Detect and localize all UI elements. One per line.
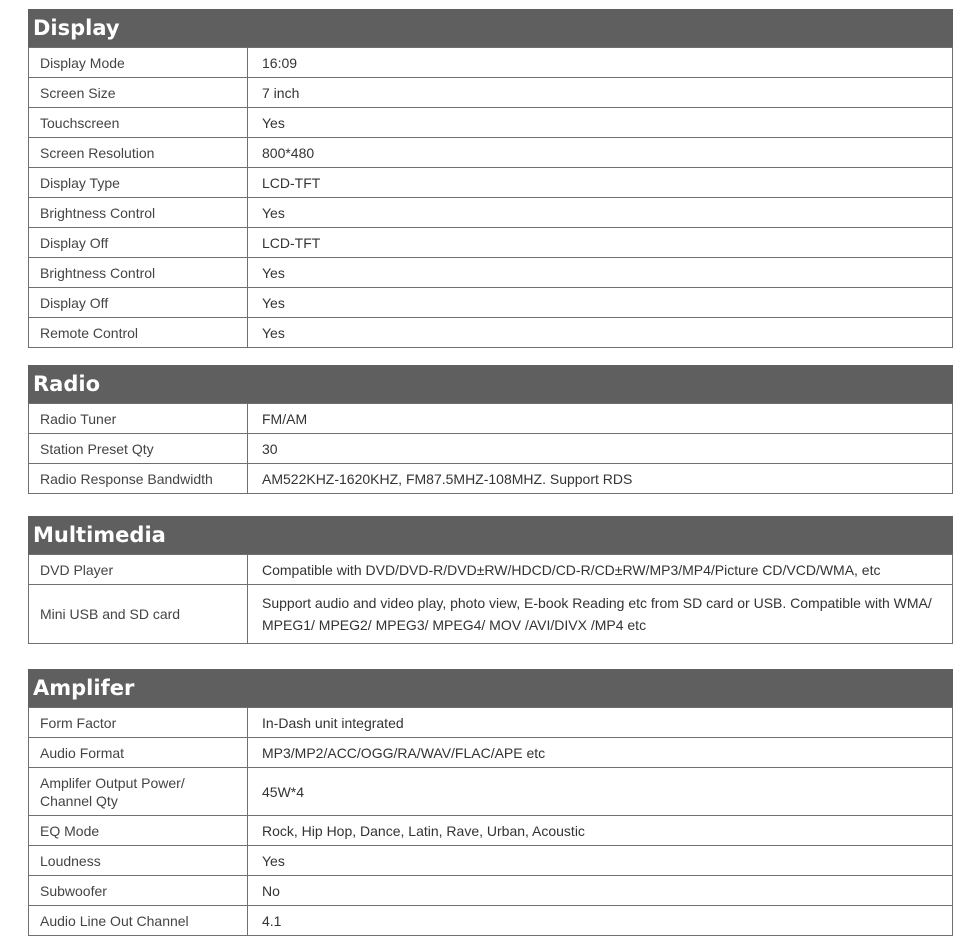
table-row (29, 464, 953, 494)
radio-section (28, 365, 953, 494)
spec-label: Display Mode (29, 48, 248, 78)
table-row (29, 228, 953, 258)
spec-label: Touchscreen (29, 108, 248, 138)
table-row (29, 198, 953, 228)
table-row (29, 846, 953, 876)
section-title: Multimedia (28, 516, 953, 554)
spec-label: EQ Mode (29, 816, 248, 846)
spec-value: Compatible with DVD/DVD-R/DVD±RW/HDCD/CD-R/CD±RW/MP3/MP4/Picture CD/VCD/WMA, etc (248, 555, 953, 585)
section-title: Radio (28, 365, 953, 403)
spec-value: In-Dash unit integrated (248, 708, 953, 738)
spec-value: Yes (248, 198, 953, 228)
spec-label: Radio Response Bandwidth (29, 464, 248, 494)
section-title: Amplifer (28, 669, 953, 707)
spec-label: Mini USB and SD card (29, 585, 248, 644)
spec-label: Form Factor (29, 708, 248, 738)
table-row (29, 585, 953, 644)
spec-value: AM522KHZ-1620KHZ, FM87.5MHZ-108MHZ. Support RDS (248, 464, 953, 494)
table-row (29, 738, 953, 768)
table-row (29, 168, 953, 198)
spec-value: Rock, Hip Hop, Dance, Latin, Rave, Urban, Acoustic (248, 816, 953, 846)
table-row (29, 876, 953, 906)
spec-label: Display Off (29, 228, 248, 258)
spec-label: DVD Player (29, 555, 248, 585)
spec-table (28, 403, 953, 494)
spec-value: 800*480 (248, 138, 953, 168)
table-row (29, 48, 953, 78)
spec-value: 7 inch (248, 78, 953, 108)
spec-table (28, 47, 953, 348)
table-row (29, 434, 953, 464)
spec-label: Amplifer Output Power/ Channel Qty (29, 768, 248, 816)
spec-value: Support audio and video play, photo view, E-book Reading etc from SD card or USB. Compatible with WMA/ MPEG1/ MPEG2/ MPEG3/ MPEG4/ MOV /AVI/DIVX /MP4 etc (248, 585, 953, 644)
table-row (29, 108, 953, 138)
spec-value: 30 (248, 434, 953, 464)
spec-value: 45W*4 (248, 768, 953, 816)
spec-value: Yes (248, 288, 953, 318)
table-row (29, 555, 953, 585)
table-row (29, 318, 953, 348)
spec-value: Yes (248, 258, 953, 288)
spec-value: Yes (248, 846, 953, 876)
spec-label: Station Preset Qty (29, 434, 248, 464)
spec-label: Screen Resolution (29, 138, 248, 168)
spec-value: MP3/MP2/ACC/OGG/RA/WAV/FLAC/APE etc (248, 738, 953, 768)
table-row (29, 404, 953, 434)
spec-label: Subwoofer (29, 876, 248, 906)
table-row (29, 906, 953, 936)
spec-table (28, 554, 953, 644)
spec-value: 16:09 (248, 48, 953, 78)
multimedia-section (28, 516, 953, 644)
table-row (29, 768, 953, 816)
table-row (29, 138, 953, 168)
spec-value: 4.1 (248, 906, 953, 936)
spec-label: Brightness Control (29, 258, 248, 288)
spec-label: Display Off (29, 288, 248, 318)
spec-label: Audio Line Out Channel (29, 906, 248, 936)
spec-label: Brightness Control (29, 198, 248, 228)
table-row (29, 288, 953, 318)
display-section (28, 9, 953, 348)
spec-label: Remote Control (29, 318, 248, 348)
spec-value: FM/AM (248, 404, 953, 434)
spec-label: Screen Size (29, 78, 248, 108)
table-row (29, 816, 953, 846)
spec-value: No (248, 876, 953, 906)
spec-value: Yes (248, 318, 953, 348)
section-title: Display (28, 9, 953, 47)
table-row (29, 258, 953, 288)
spec-value: LCD-TFT (248, 228, 953, 258)
table-row (29, 708, 953, 738)
spec-value: LCD-TFT (248, 168, 953, 198)
table-row (29, 78, 953, 108)
spec-label: Display Type (29, 168, 248, 198)
spec-table (28, 707, 953, 936)
spec-label: Loudness (29, 846, 248, 876)
amplifer-section (28, 669, 953, 936)
spec-label: Radio Tuner (29, 404, 248, 434)
spec-value: Yes (248, 108, 953, 138)
spec-label: Audio Format (29, 738, 248, 768)
